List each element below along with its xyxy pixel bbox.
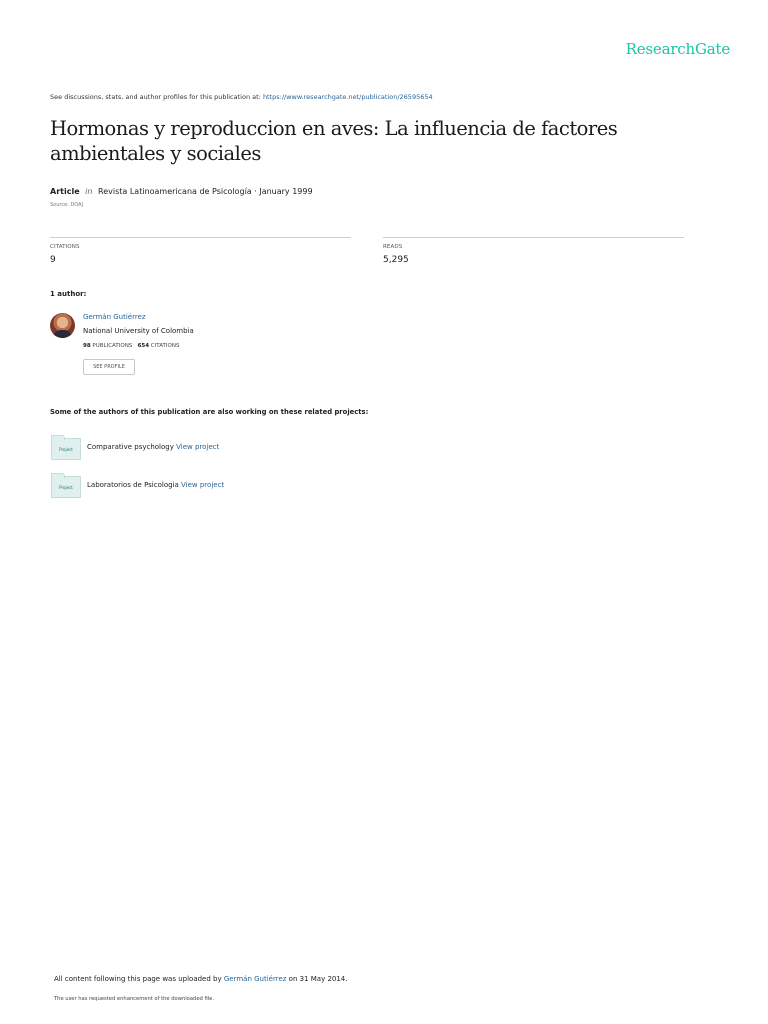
- related-project-item: [87, 481, 224, 489]
- researchgate-logo[interactable]: ResearchGate: [625, 40, 730, 58]
- publication-title: Hormonas y reproduccion en aves: La influencia de factores ambientales y sociales: [50, 117, 618, 165]
- related-project-item: [87, 443, 219, 451]
- project-icon-label: Project: [59, 484, 73, 490]
- project-name: Laboratorios de Psicologia: [87, 481, 179, 489]
- author-stats: [83, 343, 179, 349]
- discussion-text: See discussions, stats, and author profiles for this publication at:: [50, 93, 261, 101]
- author-citations-count: 654: [137, 343, 150, 349]
- upload-notice: [54, 975, 348, 983]
- discussion-notice: [50, 93, 433, 101]
- author-avatar[interactable]: [50, 313, 75, 338]
- reads-divider: [383, 237, 684, 238]
- project-folder-icon: [51, 476, 81, 498]
- publication-source: Source: DOAJ: [50, 202, 84, 208]
- view-project-link[interactable]: View project: [176, 443, 220, 451]
- uploader-link[interactable]: Germán Gutiérrez: [223, 975, 287, 983]
- author-publications-count: 98: [83, 343, 91, 349]
- project-name: Comparative psychology: [87, 443, 174, 451]
- author-name-link[interactable]: Germán Gutiérrez: [83, 313, 146, 321]
- project-folder-icon: [51, 438, 81, 460]
- reads-count: 5,295: [383, 255, 409, 265]
- avatar-shirt: [53, 330, 72, 338]
- see-profile-button[interactable]: SEE PROFILE: [83, 359, 135, 375]
- citations-divider: [50, 237, 351, 238]
- project-icon-label: Project: [59, 446, 73, 452]
- author-institution: National University of Colombia: [83, 327, 194, 335]
- upload-date: on 31 May 2014.: [288, 975, 348, 983]
- publication-meta: [50, 187, 313, 196]
- upload-prefix: All content following this page was uploaded by: [54, 975, 222, 983]
- authors-heading: 1 author:: [50, 290, 87, 298]
- publication-url-link[interactable]: https://www.researchgate.net/publication/26595654: [262, 93, 433, 101]
- enhancement-note: The user has requested enhancement of the downloaded file.: [54, 996, 215, 1002]
- citations-count: 9: [50, 255, 56, 265]
- author-publications-label: PUBLICATIONS: [92, 343, 133, 349]
- view-project-link[interactable]: View project: [181, 481, 225, 489]
- journal-date: Revista Latinoamericana de Psicología · January 1999: [98, 187, 313, 196]
- citations-label: CITATIONS: [50, 244, 80, 250]
- publication-type: Article: [50, 187, 80, 196]
- reads-label: READS: [383, 244, 403, 250]
- author-citations-label: CITATIONS: [150, 343, 180, 349]
- in-label: in: [85, 187, 93, 196]
- related-projects-heading: Some of the authors of this publication are also working on these related projects:: [50, 408, 369, 416]
